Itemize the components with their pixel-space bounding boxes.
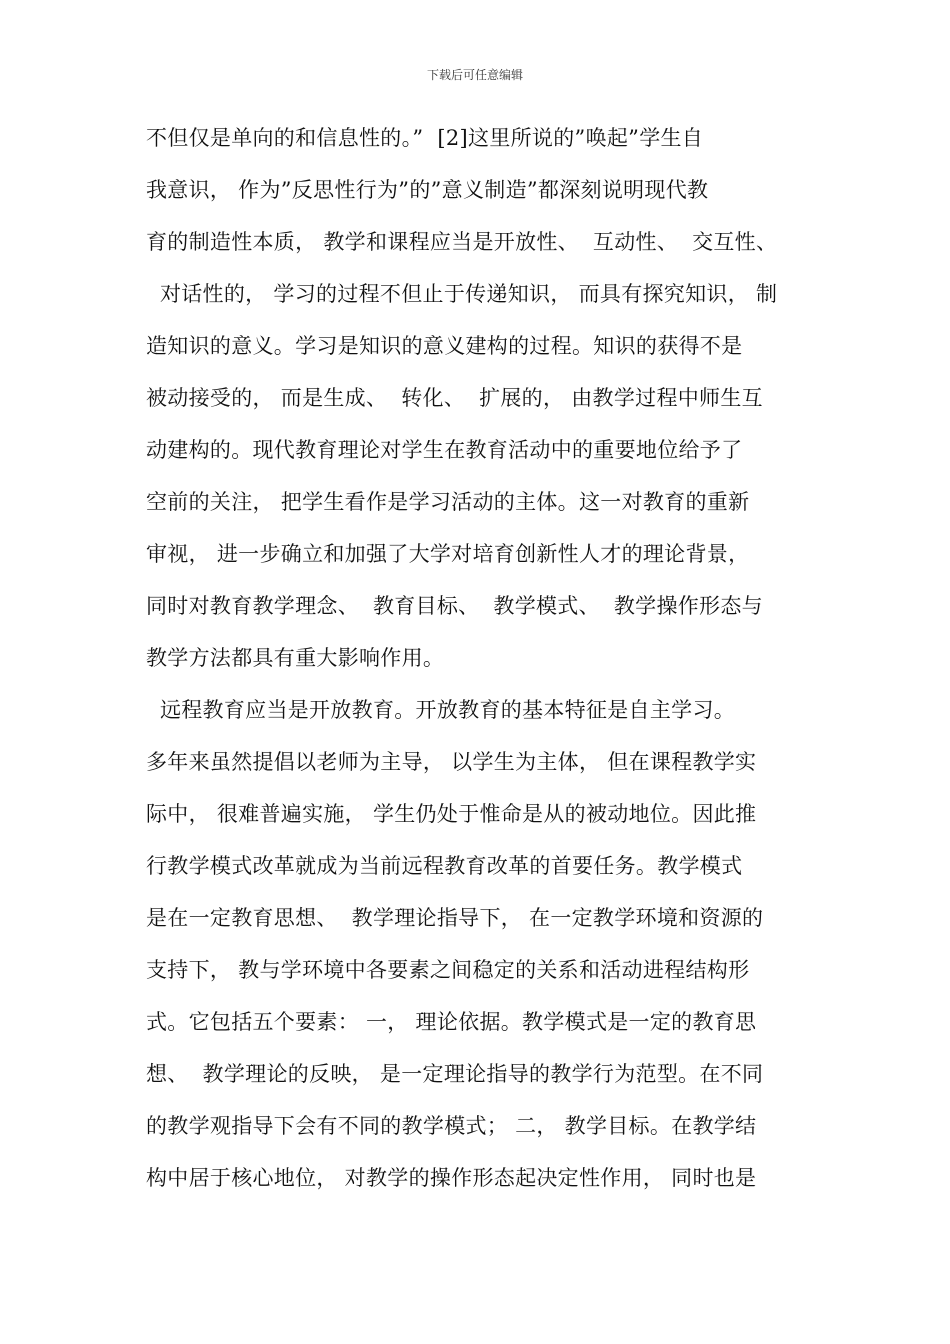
text-line: 是在一定教育思想、 教学理论指导下， 在一定教学环境和资源的 [146,906,764,930]
text-line: 多年来虽然提倡以老师为主导， 以学生为主体， 但在课程教学实 [146,750,757,774]
text-line: 教学方法都具有重大影响作用。 [146,646,445,670]
text-line: 同时对教育教学理念、 教育目标、 教学模式、 教学操作形态与 [146,594,763,618]
text-line: 的教学观指导下会有不同的教学模式； 二， 教学目标。在教学结 [146,1114,757,1138]
body-text [146,118,826,1210]
page-header: 下载后可任意编辑 [426,68,523,82]
text-line: 行教学模式改革就成为当前远程教育改革的首要任务。教学模式 [146,854,743,878]
text-line: 动建构的。现代教育理论对学生在教育活动中的重要地位给予了 [146,438,743,462]
text-line: 我意识， 作为”反思性行为”的”意义制造”都深刻说明现代教 [146,178,709,202]
text-line: 被动接受的， 而是生成、 转化、 扩展的， 由教学过程中师生互 [146,386,763,410]
text-line: 审视， 进一步确立和加强了大学对培育创新性人才的理论背景， [146,542,750,566]
text-line: 造知识的意义。学习是知识的意义建构的过程。知识的获得不是 [146,334,743,358]
text-line: 育的制造性本质， 教学和课程应当是开放性、 互动性、 交互性、 [146,230,778,254]
text-line: 不但仅是单向的和信息性的。” [2]这里所说的”唤起”学生自 [146,126,704,150]
text-line: 式。它包括五个要素： 一， 理论依据。教学模式是一定的教育思 [146,1010,757,1034]
text-line: 空前的关注， 把学生看作是学习活动的主体。这一对教育的重新 [146,490,750,514]
text-line: 构中居于核心地位， 对教学的操作形态起决定性作用， 同时也是 [146,1166,757,1190]
text-line: 对话性的， 学习的过程不但止于传递知识， 而具有探究知识， 制 [146,282,778,306]
text-line: 支持下， 教与学环境中各要素之间稳定的关系和活动进程结构形 [146,958,750,982]
text-line: 想、 教学理论的反映， 是一定理论指导的教学行为范型。在不同 [146,1062,764,1086]
text-line: 际中， 很难普遍实施， 学生仍处于惟命是从的被动地位。因此推 [146,802,757,826]
text-line: 远程教育应当是开放教育。开放教育的基本特征是自主学习。 [146,698,736,722]
